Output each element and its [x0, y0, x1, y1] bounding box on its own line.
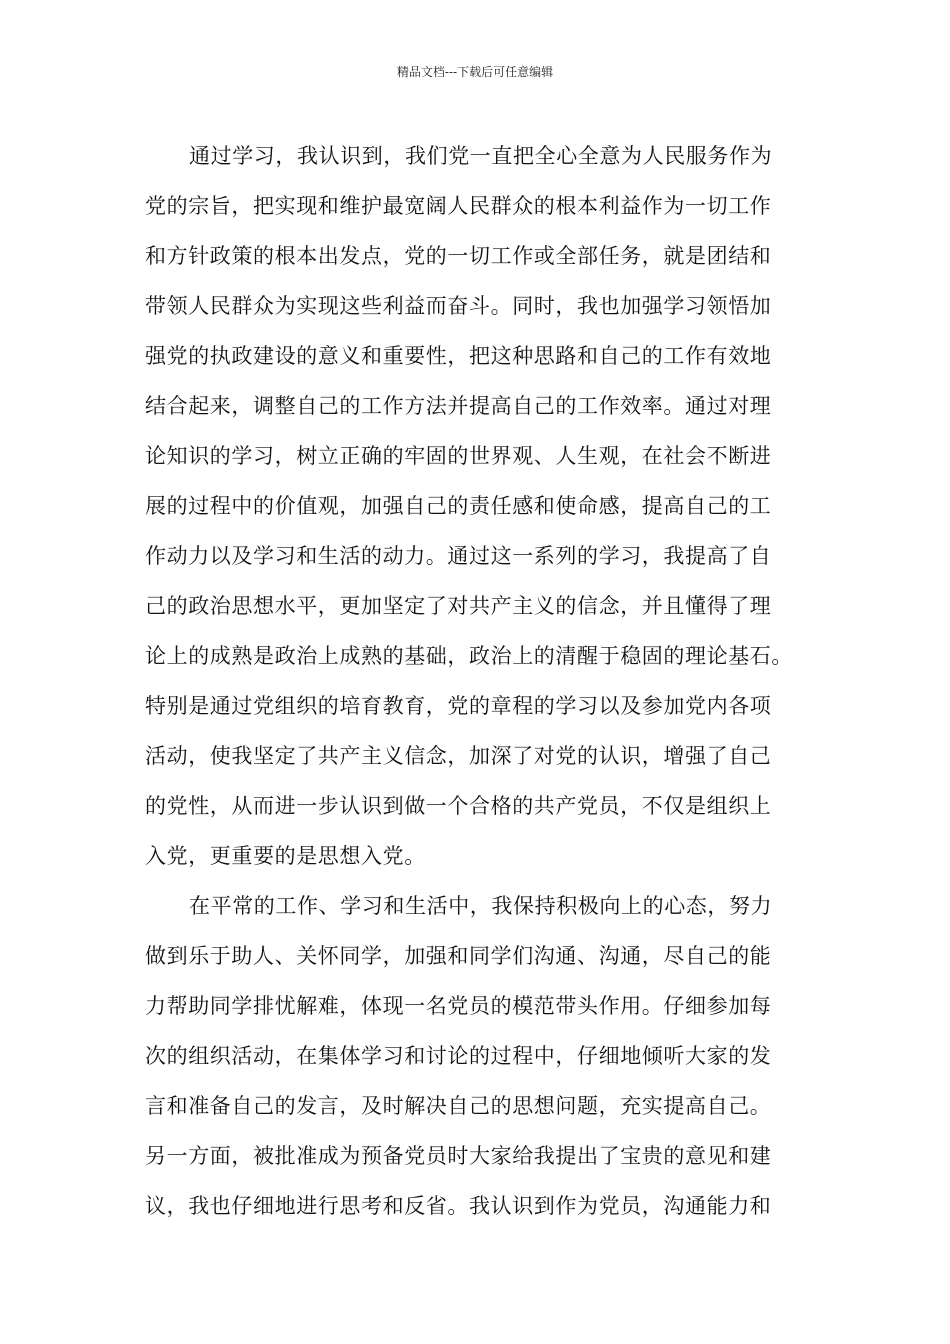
text-line: 议，我也仔细地进行思考和反省。我认识到作为党员，沟通能力和: [145, 1194, 772, 1218]
paragraph-1: [145, 131, 810, 881]
text-line: 结合起来，调整自己的工作方法并提高自己的工作效率。通过对理: [145, 394, 772, 418]
text-line: 和方针政策的根本出发点，党的一切工作或全部任务，就是团结和: [145, 244, 772, 268]
text-line: 的党性，从而进一步认识到做一个合格的共产党员，不仅是组织上: [145, 794, 772, 818]
text-line: 特别是通过党组织的培育教育，党的章程的学习以及参加党内各项: [145, 694, 772, 718]
text-line: 另一方面，被批准成为预备党员时大家给我提出了宝贵的意见和建: [145, 1144, 772, 1168]
document-body: [145, 131, 810, 1231]
text-line: 次的组织活动，在集体学习和讨论的过程中，仔细地倾听大家的发: [145, 1044, 772, 1068]
text-line: 论上的成熟是政治上成熟的基础，政治上的清醒于稳固的理论基石。: [145, 644, 793, 668]
text-line: 强党的执政建设的意义和重要性，把这种思路和自己的工作有效地: [145, 344, 772, 368]
text-line: 论知识的学习，树立正确的牢固的世界观、人生观，在社会不断进: [145, 444, 772, 468]
text-line: 党的宗旨，把实现和维护最宽阔人民群众的根本利益作为一切工作: [145, 194, 772, 218]
text-line: 作动力以及学习和生活的动力。通过这一系列的学习，我提高了自: [145, 544, 772, 568]
text-line: 力帮助同学排忧解难，体现一名党员的模范带头作用。仔细参加每: [145, 994, 772, 1018]
text-line: 活动，使我坚定了共产主义信念，加深了对党的认识，增强了自己: [145, 744, 772, 768]
text-line: 带领人民群众为实现这些利益而奋斗。同时，我也加强学习领悟加: [145, 294, 772, 318]
text-line: 通过学习，我认识到，我们党一直把全心全意为人民服务作为: [189, 144, 773, 168]
text-line: 在平常的工作、学习和生活中，我保持积极向上的心态，努力: [189, 894, 773, 918]
page-header: 精品文档---下载后可任意编辑: [396, 65, 554, 79]
text-line: 言和准备自己的发言，及时解决自己的思想问题，充实提高自己。: [145, 1094, 772, 1118]
text-line: 做到乐于助人、关怀同学，加强和同学们沟通、沟通，尽自己的能: [145, 944, 772, 968]
paragraph-2: [145, 881, 810, 1231]
text-line: 己的政治思想水平，更加坚定了对共产主义的信念，并且懂得了理: [145, 594, 772, 618]
text-line: 展的过程中的价值观，加强自己的责任感和使命感，提高自己的工: [145, 494, 772, 518]
text-line: 入党，更重要的是思想入党。: [145, 844, 426, 868]
